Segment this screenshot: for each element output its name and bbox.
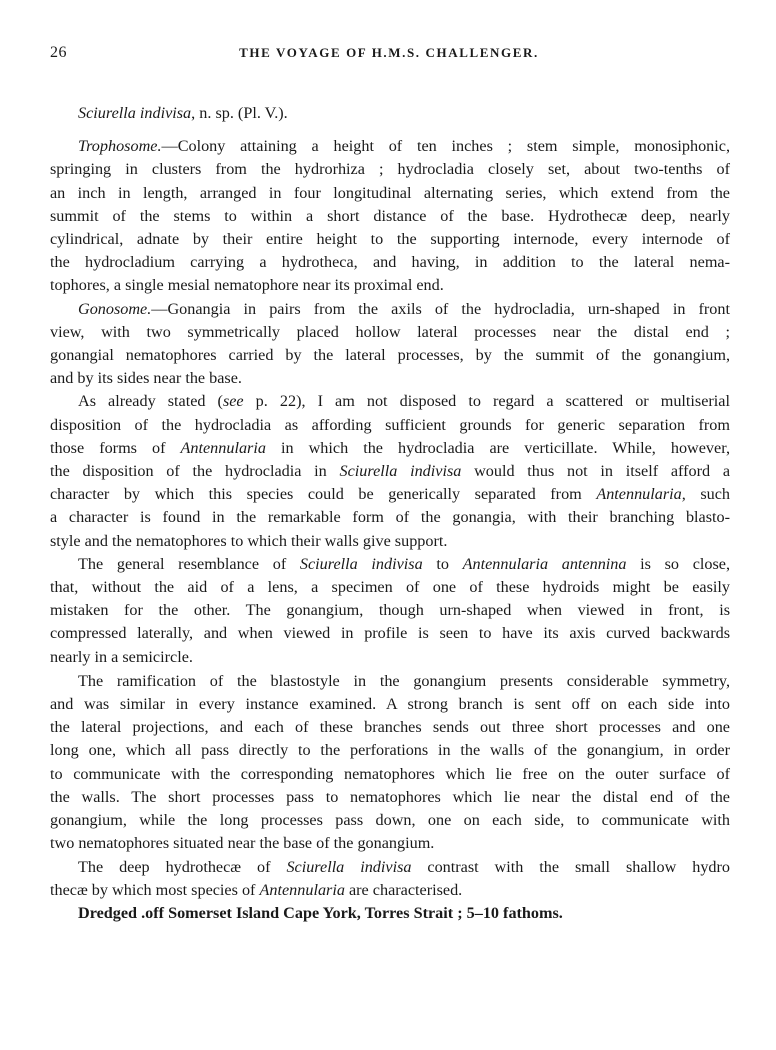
text-line: and by its sides near the base. xyxy=(50,369,242,388)
text-line: gonangial nematophores carried by the lateral processes, by the summit of the gonangium, xyxy=(50,346,730,365)
text-line: long one, which all pass directly to the perforations in the walls of the gonangium, in order xyxy=(50,741,730,760)
text-line: As already stated (see p. 22), I am not disposed to regard a scattered or multiserial xyxy=(78,392,730,411)
text-line: thecæ by which most species of Antennularia are characterised. xyxy=(50,880,463,899)
text-line: disposition of the hydrocladia as affording sufficient grounds for generic separation from xyxy=(50,415,730,434)
text-line: a character is found in the remarkable form of the gonangia, with their branching blasto- xyxy=(50,508,730,527)
text-line: that, without the aid of a lens, a specimen of one of these hydroids might be easily xyxy=(50,578,730,597)
text-line: the disposition of the hydrocladia in Sciurella indivisa would thus not in itself afford a xyxy=(50,462,731,481)
species-heading-rest: , n. sp. (Pl. V.). xyxy=(191,104,288,122)
paragraph-trophosome xyxy=(50,135,730,297)
text-line: The deep hydrothecæ of Sciurella indivisa contrast with the small shallow hydro xyxy=(78,857,730,876)
text-line: Dredged .off Somerset Island Cape York, Torres Strait ; 5–10 fathoms. xyxy=(78,903,563,922)
text-line: gonangium, while the long processes pass down, one on each side, to communicate with xyxy=(50,811,730,830)
text-line: the hydrocladium carrying a hydrotheca, and having, in addition to the lateral nema- xyxy=(50,253,730,272)
text-line: The ramification of the blastostyle in the gonangium presents considerable symmetry, xyxy=(78,671,730,690)
page-number: 26 xyxy=(50,44,67,61)
paragraph-gonosome xyxy=(50,298,730,391)
text-line: mistaken for the other. The gonangium, though urn-shaped when viewed in front, is xyxy=(50,601,730,620)
text-line: and was similar in every instance examined. A strong branch is sent off on each side into xyxy=(50,695,730,714)
text-line: Gonosome.—Gonangia in pairs from the axils of the hydrocladia, urn-shaped in front xyxy=(78,299,730,318)
paragraph-generic-separation xyxy=(50,390,730,552)
text-line: the walls. The short processes pass to nematophores which lie near the distal end of the xyxy=(50,787,730,806)
text-line: compressed laterally, and when viewed in profile is seen to have its axis curved backwards xyxy=(50,624,730,643)
text-line: summit of the stems to within a short distance of the base. Hydrothecæ deep, nearly xyxy=(50,206,730,225)
paragraph-resemblance xyxy=(50,553,730,669)
text-line: those forms of Antennularia in which the hydrocladia are verticillate. While, however, xyxy=(50,438,730,457)
text-line: cylindrical, adnate by their entire height to the supporting internode, every internode of xyxy=(50,230,730,249)
section-label-gonosome: Gonosome. xyxy=(78,299,152,318)
text-line: nearly in a semicircle. xyxy=(50,647,193,666)
species-heading xyxy=(50,102,730,125)
paragraph-ramification xyxy=(50,670,730,856)
paragraph-locality xyxy=(50,902,730,925)
text-line: springing in clusters from the hydrorhiza ; hydrocladia closely set, about two-tenths of xyxy=(50,160,730,179)
paragraph-hydrothecae xyxy=(50,856,730,902)
text-line: view, with two symmetrically placed hollow lateral processes near the distal end ; xyxy=(50,322,730,341)
text-line: to communicate with the corresponding nematophores which lie free on the outer surface of xyxy=(50,764,730,783)
text-line: Trophosome.—Colony attaining a height of ten inches ; stem simple, monosiphonic, xyxy=(78,137,730,156)
species-name: Sciurella indivisa xyxy=(78,104,192,122)
text-line: two nematophores situated near the base of the gonangium. xyxy=(50,834,435,853)
page-header xyxy=(50,44,728,68)
text-line: tophores, a single mesial nematophore near its proximal end. xyxy=(50,276,444,295)
text-line: The general resemblance of Sciurella indivisa to Antennularia antennina is so close, xyxy=(78,554,731,573)
page-body xyxy=(50,102,730,925)
running-title: THE VOYAGE OF H.M.S. CHALLENGER. xyxy=(239,45,539,60)
text-line: character by which this species could be generically separated from Antennularia, such xyxy=(50,485,731,504)
text-line: the lateral projections, and each of these branches sends out three short processes and one xyxy=(50,718,730,737)
text-line: style and the nematophores to which their walls give support. xyxy=(50,531,448,550)
section-label-trophosome: Trophosome. xyxy=(78,137,162,156)
text-line: an inch in length, arranged in four longitudinal alternating series, which extend from the xyxy=(50,183,730,202)
